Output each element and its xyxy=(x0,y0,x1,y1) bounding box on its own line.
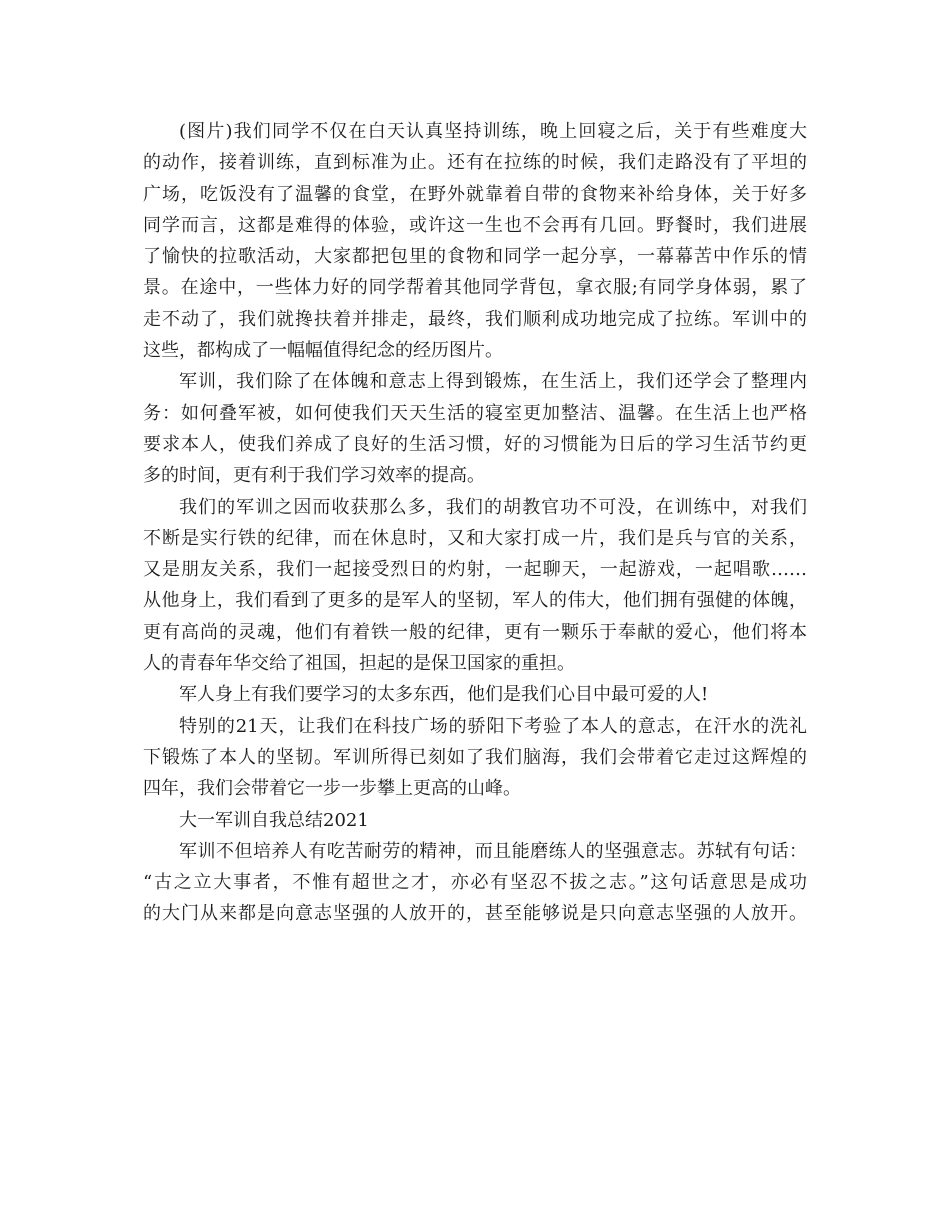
text-line: 景。在途中，一些体力好的同学帮着其他同学背包，拿衣服;有同学身体弱，累了 xyxy=(143,277,807,299)
text-line: 下锻炼了本人的坚韧。军训所得已刻如了我们脑海，我们会带着它走过这辉煌的 xyxy=(143,746,807,768)
text-line: 务：如何叠军被，如何使我们天天生活的寝室更加整洁、温馨。在生活上也严格 xyxy=(143,402,807,424)
text-line: 的动作，接着训练，直到标准为止。还有在拉练的时候，我们走路没有了平坦的 xyxy=(143,152,807,174)
text-line: 要求本人，使我们养成了良好的生活习惯，好的习惯能为日后的学习生活节约更 xyxy=(143,433,807,455)
text-line: 多的时间，更有利于我们学习效率的提高。 xyxy=(143,465,485,487)
text-line: 军人身上有我们要学习的太多东西，他们是我们心目中最可爱的人! xyxy=(179,684,709,706)
text-line: 又是朋友关系，我们一起接受烈日的灼射，一起聊天，一起游戏，一起唱歌…… xyxy=(143,559,807,581)
text-line: 了愉快的拉歌活动，大家都把包里的食物和同学一起分享，一幕幕苦中作乐的情 xyxy=(143,246,807,268)
text-line: 我们的军训之因而收获那么多，我们的胡教官功不可没，在训练中，对我们 xyxy=(179,496,807,518)
text-line: 军训，我们除了在体魄和意志上得到锻炼，在生活上，我们还学会了整理内 xyxy=(179,371,807,393)
text-line: “古之立大事者，不惟有超世之才，亦必有坚忍不拔之志。”这句话意思是成功 xyxy=(143,872,807,894)
text-line: 的大门从来都是向意志坚强的人放开的，甚至能够说是只向意志坚强的人放开。 xyxy=(143,903,807,925)
text-line: 不断是实行铁的纪律，而在休息时，又和大家打成一片，我们是兵与官的关系， xyxy=(143,527,807,549)
text-line: 大一军训自我总结2021 xyxy=(179,809,369,831)
text-line: 同学而言，这都是难得的体验，或许这一生也不会再有几回。野餐时，我们进展 xyxy=(143,214,807,236)
text-line: 四年，我们会带着它一步一步攀上更高的山峰。 xyxy=(143,778,521,800)
text-line: 军训不但培养人有吃苦耐劳的精神，而且能磨练人的坚强意志。苏轼有句话： xyxy=(179,840,807,862)
text-line: 走不动了，我们就搀扶着并排走，最终，我们顺利成功地完成了拉练。军训中的 xyxy=(143,308,807,330)
text-line: 这些，都构成了一幅幅值得纪念的经历图片。 xyxy=(143,340,503,362)
text-line: (图片)我们同学不仅在白天认真坚持训练，晚上回寝之后，关于有些难度大 xyxy=(179,121,807,142)
text-line: 人的青春年华交给了祖国，担起的是保卫国家的重担。 xyxy=(143,653,575,675)
text-line: 广场，吃饭没有了温馨的食堂，在野外就靠着自带的食物来补给身体，关于好多 xyxy=(143,183,807,205)
document-body xyxy=(143,116,807,930)
text-line: 更有高尚的灵魂，他们有着铁一般的纪律，更有一颗乐于奉献的爱心，他们将本 xyxy=(143,621,807,643)
text-line: 从他身上，我们看到了更多的是军人的坚韧，军人的伟大，他们拥有强健的体魄， xyxy=(143,590,807,612)
text-line: 特别的21天，让我们在科技广场的骄阳下考验了本人的意志，在汗水的洗礼 xyxy=(179,715,807,737)
